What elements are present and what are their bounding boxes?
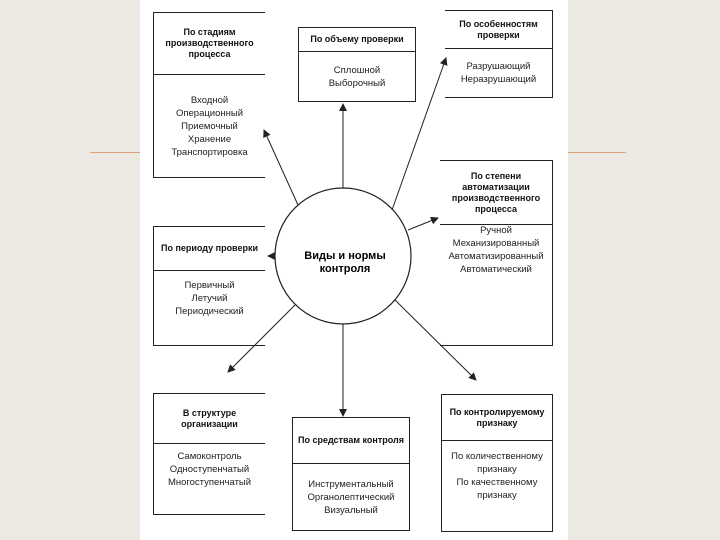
list-item: По количественному признаку bbox=[451, 451, 543, 475]
list-item: Неразрушающий bbox=[460, 74, 537, 85]
list-item: Одноступенчатый bbox=[169, 463, 250, 475]
list-item: Самоконтроль bbox=[177, 450, 242, 462]
list-item: Операционный bbox=[175, 107, 244, 119]
box-volume-items bbox=[299, 52, 415, 101]
box-means-title: По средствам контроля bbox=[293, 418, 409, 464]
list-item: Многоступенчатый bbox=[167, 476, 252, 488]
list-item: Автоматизированный bbox=[448, 251, 544, 262]
box-period-items bbox=[154, 271, 265, 325]
box-automation bbox=[440, 160, 553, 346]
decorative-line-right bbox=[558, 152, 626, 153]
list-item: Механизированный bbox=[452, 238, 540, 249]
center-label bbox=[290, 250, 400, 276]
left-background bbox=[0, 0, 140, 540]
box-features bbox=[445, 10, 553, 98]
arrow-automation bbox=[408, 218, 438, 230]
box-automation-items bbox=[440, 225, 552, 275]
box-volume-title: По объему проверки bbox=[299, 28, 415, 52]
list-item: Автоматический bbox=[460, 264, 532, 275]
center-label-line1: Виды и нормы bbox=[304, 250, 386, 262]
list-item: Периодический bbox=[175, 305, 244, 317]
list-item: Первичный bbox=[184, 279, 235, 291]
box-volume bbox=[298, 27, 416, 102]
box-structure-items bbox=[154, 444, 265, 494]
list-item: Хранение bbox=[187, 133, 232, 145]
box-features-title: По особенностям проверки bbox=[445, 11, 552, 49]
list-item: Ручной bbox=[480, 225, 512, 236]
list-item: Разрушающий bbox=[466, 61, 531, 72]
list-item: Приемочный bbox=[181, 120, 238, 132]
box-automation-title: По степени автоматизации производственного процесса bbox=[440, 161, 552, 225]
box-attribute-items bbox=[442, 441, 552, 511]
box-attribute-title: По контролируемому признаку bbox=[442, 395, 552, 441]
box-attribute bbox=[441, 394, 553, 532]
box-features-items bbox=[445, 49, 552, 97]
box-stages-title: По стадиям производственного процесса bbox=[154, 13, 265, 75]
list-item: Сплошной bbox=[333, 64, 381, 76]
center-label-line2: контроля bbox=[319, 263, 371, 275]
list-item: По качественному признаку bbox=[456, 477, 538, 501]
list-item: Инструментальный bbox=[308, 478, 394, 490]
list-item: Входной bbox=[190, 94, 229, 106]
list-item: Выборочный bbox=[328, 77, 386, 89]
box-period-title: По периоду проверки bbox=[154, 227, 265, 271]
box-structure-title: В структуре организации bbox=[154, 394, 265, 444]
box-period bbox=[153, 226, 265, 346]
list-item: Транспортировка bbox=[171, 146, 248, 158]
box-means bbox=[292, 417, 410, 531]
box-structure bbox=[153, 393, 265, 515]
box-means-items bbox=[293, 464, 409, 530]
box-stages bbox=[153, 12, 265, 178]
arrow-stages bbox=[264, 130, 298, 205]
list-item: Визуальный bbox=[324, 504, 378, 516]
list-item: Летучий bbox=[191, 292, 228, 304]
box-stages-items bbox=[154, 75, 265, 177]
diagram-page bbox=[140, 0, 568, 540]
list-item: Органолептический bbox=[307, 491, 395, 503]
right-background bbox=[568, 0, 720, 540]
